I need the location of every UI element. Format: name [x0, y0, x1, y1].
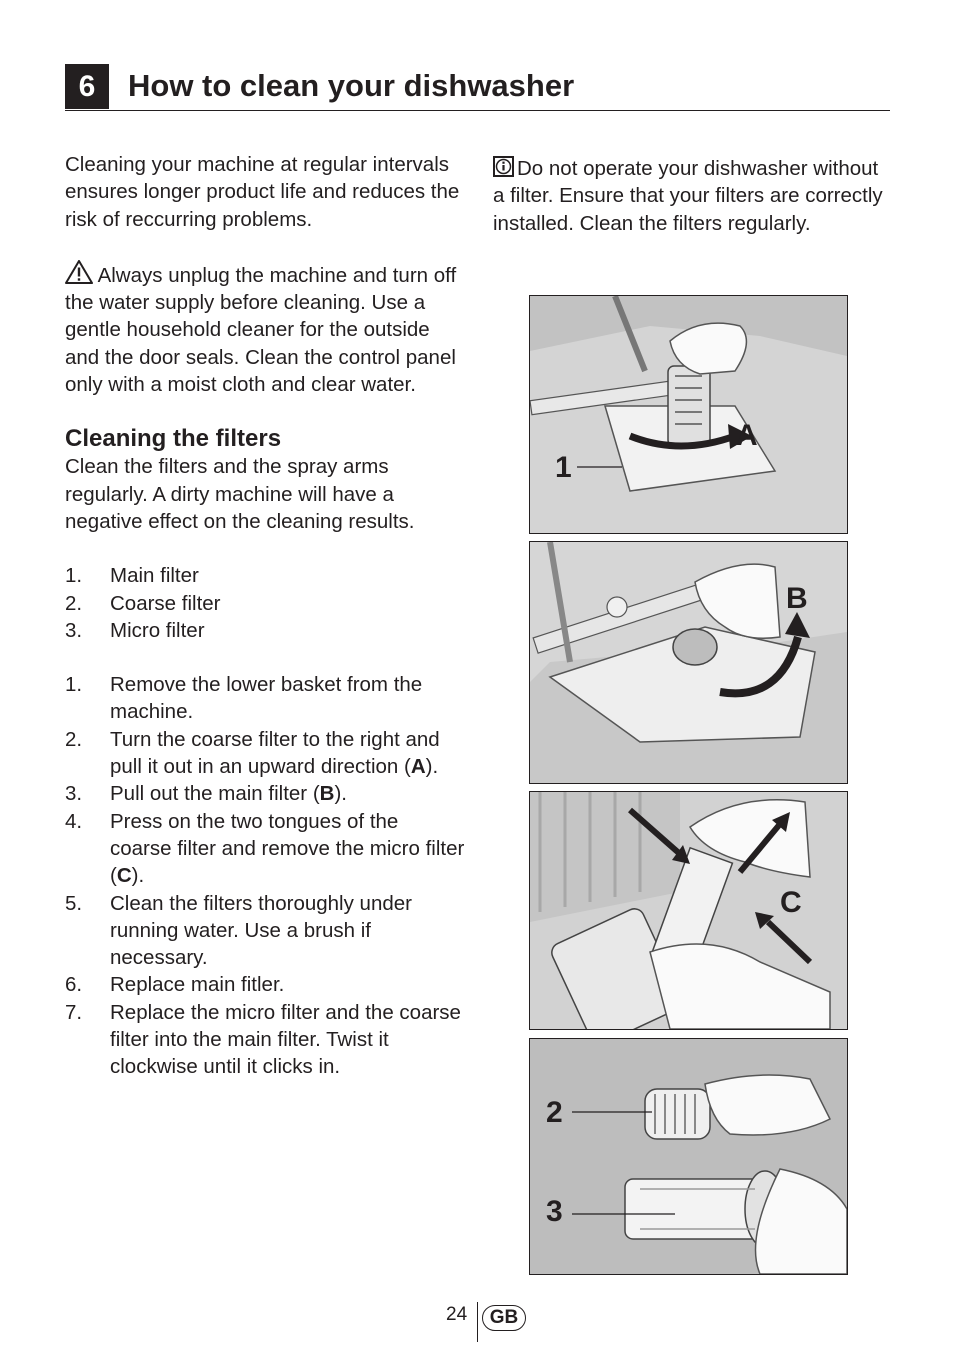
step-item: 6. Replace main fitler. [65, 973, 285, 997]
step-item: 3. Pull out the main filter (B). [65, 782, 347, 806]
filter-parts-list [65, 562, 465, 644]
footer-divider [477, 1302, 478, 1342]
info-note [493, 155, 893, 237]
label-b: B [786, 582, 808, 615]
warning-note [65, 260, 465, 398]
step-item: 1. Remove the lower basket from the machine. [65, 673, 423, 724]
list-item: 1. Main filter [65, 564, 199, 588]
cleaning-steps-list [65, 671, 465, 1080]
step-item: 2. Turn the coarse filter to the right and pull it out in an upward direction (A). [65, 727, 440, 779]
info-icon [493, 156, 514, 177]
label-3: 3 [546, 1195, 563, 1228]
step-item: 4. Press on the two tongues of the coarse filter and remove the micro filter (C). [65, 809, 465, 888]
illustration-main-filter [530, 542, 847, 783]
illustration-filter-parts [530, 1039, 847, 1274]
figure-filter-parts [529, 1038, 848, 1275]
language-badge: GB [482, 1305, 526, 1331]
figure-pull-main-filter [529, 541, 848, 784]
list-item: 3. Micro filter [65, 618, 205, 642]
info-text: Do not operate your dishwasher without a filter. Ensure that your filters are correctly installed. Clean the filters regularly. [493, 157, 883, 235]
list-item: 2. Coarse filter [65, 591, 221, 615]
label-a: A [736, 419, 758, 452]
warning-text: Always unplug the machine and turn off the water supply before cleaning. Use a gentle household cleaner for the outside and the door seals. Clean the control panel only with a moist cloth and clear water. [65, 263, 457, 397]
figure-remove-micro-filter [529, 791, 848, 1030]
label-1: 1 [555, 451, 572, 484]
illustration-coarse-filter [530, 296, 847, 533]
left-column [65, 151, 465, 1081]
filters-intro-text: Clean the filters and the spray arms regularly. A dirty machine will have a negative effect on the cleaning results. [65, 455, 415, 533]
page-number: 24 [446, 1304, 468, 1325]
section-title-cleaning-filters: Cleaning the filters [65, 425, 282, 453]
step-item: 7. Replace the micro filter and the coarse filter into the main filter. Twist it clockwise until it clicks in. [65, 1000, 461, 1079]
chapter-header [65, 64, 890, 111]
label-2: 2 [546, 1096, 563, 1129]
chapter-number: 6 [65, 64, 109, 109]
warning-triangle-icon [65, 260, 93, 284]
page-title: How to clean your dishwasher [128, 68, 575, 103]
step-item: 5. Clean the filters thoroughly under running water. Use a brush if necessary. [65, 891, 412, 970]
right-column [493, 155, 893, 237]
figure-remove-coarse-filter [529, 295, 848, 534]
intro-text: Cleaning your machine at regular intervals ensures longer product life and reduces the risk of reccurring problems. [65, 153, 460, 231]
label-c: C [780, 886, 802, 919]
